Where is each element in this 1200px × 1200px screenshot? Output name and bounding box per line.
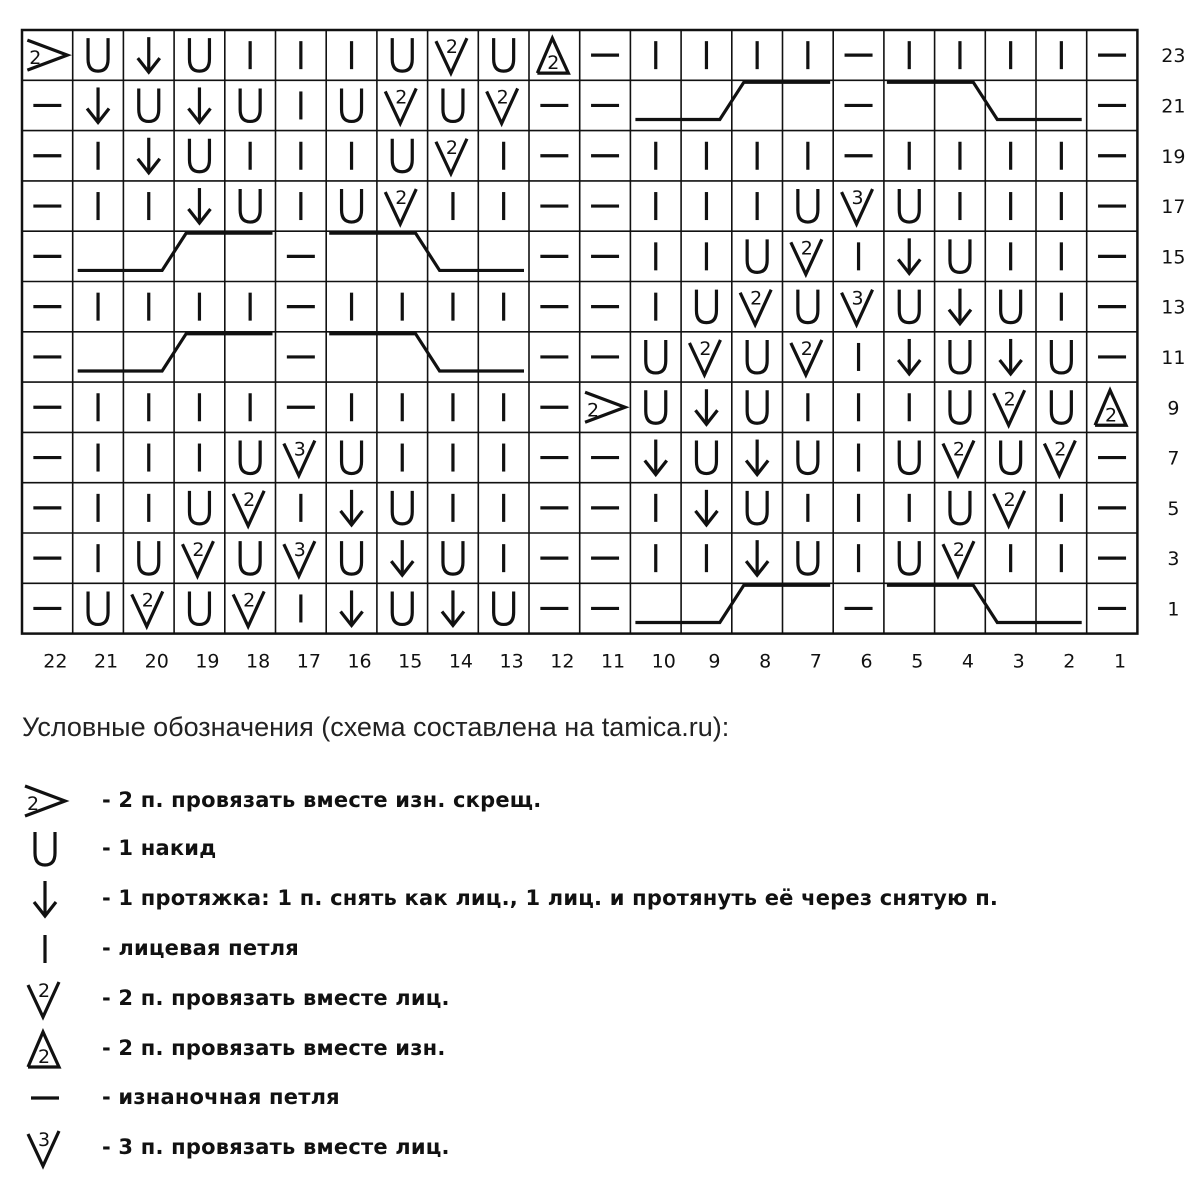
column-number-label: 2	[1063, 650, 1076, 673]
legend-item	[18, 826, 1178, 872]
column-number-label: 10	[651, 650, 676, 673]
row-number-label: 3	[1167, 548, 1180, 571]
yarn-over-icon	[18, 826, 78, 872]
legend-item-text: - 2 п. провязать вместе изн. скрещ.	[102, 788, 542, 812]
legend-item	[18, 1125, 1178, 1171]
svg-text:3: 3	[293, 539, 306, 562]
column-number-label: 7	[809, 650, 822, 673]
row-number-label: 21	[1161, 95, 1186, 118]
chart-grid	[22, 30, 1137, 634]
svg-text:3: 3	[851, 287, 864, 310]
svg-text:2: 2	[1003, 488, 1016, 511]
legend-item	[18, 876, 1178, 922]
row-number-label: 23	[1161, 45, 1186, 68]
column-number-label: 6	[860, 650, 873, 673]
k3tog-icon	[18, 1125, 78, 1171]
p2tog-tbl-icon	[18, 778, 78, 824]
row-number-label: 13	[1161, 296, 1186, 319]
column-number-label: 13	[499, 650, 524, 673]
svg-text:2: 2	[952, 438, 965, 461]
legend-item-text: - 1 накид	[102, 836, 217, 860]
column-number-label: 1	[1114, 650, 1127, 673]
column-number-label: 21	[93, 650, 119, 673]
legend-item-text: - 2 п. провязать вместе лиц.	[102, 986, 450, 1010]
svg-text:2: 2	[192, 539, 205, 562]
legend-item	[18, 976, 1178, 1022]
column-number-label: 14	[448, 650, 474, 673]
legend-title: Условные обозначения (схема составлена на tamica.ru):	[22, 712, 730, 742]
column-number-label: 5	[911, 650, 924, 673]
svg-text:2: 2	[587, 399, 600, 422]
row-number-label: 9	[1167, 397, 1180, 420]
svg-text:2: 2	[952, 539, 965, 562]
svg-text:2: 2	[800, 237, 813, 260]
column-number-label: 4	[961, 650, 974, 673]
row-number-label: 1	[1167, 598, 1180, 621]
svg-text:2: 2	[750, 287, 763, 310]
column-number-label: 17	[296, 650, 321, 673]
p2tog-icon	[18, 1026, 78, 1072]
column-number-label: 11	[600, 650, 626, 673]
row-number-label: 19	[1161, 145, 1186, 168]
svg-text:2: 2	[26, 793, 40, 815]
svg-text:2: 2	[395, 86, 408, 109]
svg-text:2: 2	[243, 589, 256, 612]
svg-text:2: 2	[496, 86, 509, 109]
legend-item-text: - лицевая петля	[102, 936, 299, 960]
svg-text:2: 2	[141, 589, 154, 612]
slip-decrease-icon	[18, 876, 78, 922]
svg-text:2: 2	[37, 980, 51, 1002]
column-number-label: 9	[708, 650, 721, 673]
purl-icon	[18, 1075, 78, 1121]
svg-text:2: 2	[445, 136, 458, 159]
row-number-label: 5	[1167, 497, 1180, 520]
svg-text:2: 2	[1105, 404, 1118, 427]
k2tog-icon	[18, 976, 78, 1022]
column-number-label: 8	[759, 650, 772, 673]
legend-item-text: - 2 п. провязать вместе изн.	[102, 1036, 446, 1060]
svg-text:2: 2	[1054, 438, 1067, 461]
row-number-label: 17	[1161, 196, 1186, 219]
legend-item-text: - изнаночная петля	[102, 1085, 340, 1109]
column-number-label: 12	[550, 650, 575, 673]
legend-item	[18, 1026, 1178, 1072]
legend-item	[18, 926, 1178, 972]
column-number-label: 22	[43, 650, 68, 673]
legend-item-text: - 3 п. провязать вместе лиц.	[102, 1135, 450, 1159]
svg-text:3: 3	[37, 1129, 51, 1151]
svg-text:2: 2	[547, 52, 560, 75]
column-number-label: 16	[347, 650, 372, 673]
svg-text:3: 3	[293, 438, 306, 461]
row-number-label: 15	[1161, 246, 1186, 269]
column-number-label: 18	[246, 650, 271, 673]
svg-text:2: 2	[699, 337, 712, 360]
svg-text:2: 2	[1003, 388, 1016, 411]
column-number-label: 19	[195, 650, 220, 673]
svg-text:2: 2	[29, 47, 42, 70]
svg-text:2: 2	[800, 337, 813, 360]
row-number-label: 7	[1167, 447, 1180, 470]
svg-text:2: 2	[243, 488, 256, 511]
column-number-label: 3	[1012, 650, 1025, 673]
svg-text:3: 3	[851, 187, 864, 210]
svg-text:2: 2	[445, 36, 458, 59]
svg-text:2: 2	[37, 1046, 51, 1068]
legend-item	[18, 1075, 1178, 1121]
column-number-label: 20	[144, 650, 169, 673]
column-number-label: 15	[398, 650, 423, 673]
legend-item-text: - 1 протяжка: 1 п. снять как лиц., 1 лиц. и протянуть её через снятую п.	[102, 886, 999, 910]
row-number-label: 11	[1161, 346, 1186, 369]
knit-icon	[18, 926, 78, 972]
legend-item	[18, 778, 1178, 824]
svg-text:2: 2	[395, 187, 408, 210]
